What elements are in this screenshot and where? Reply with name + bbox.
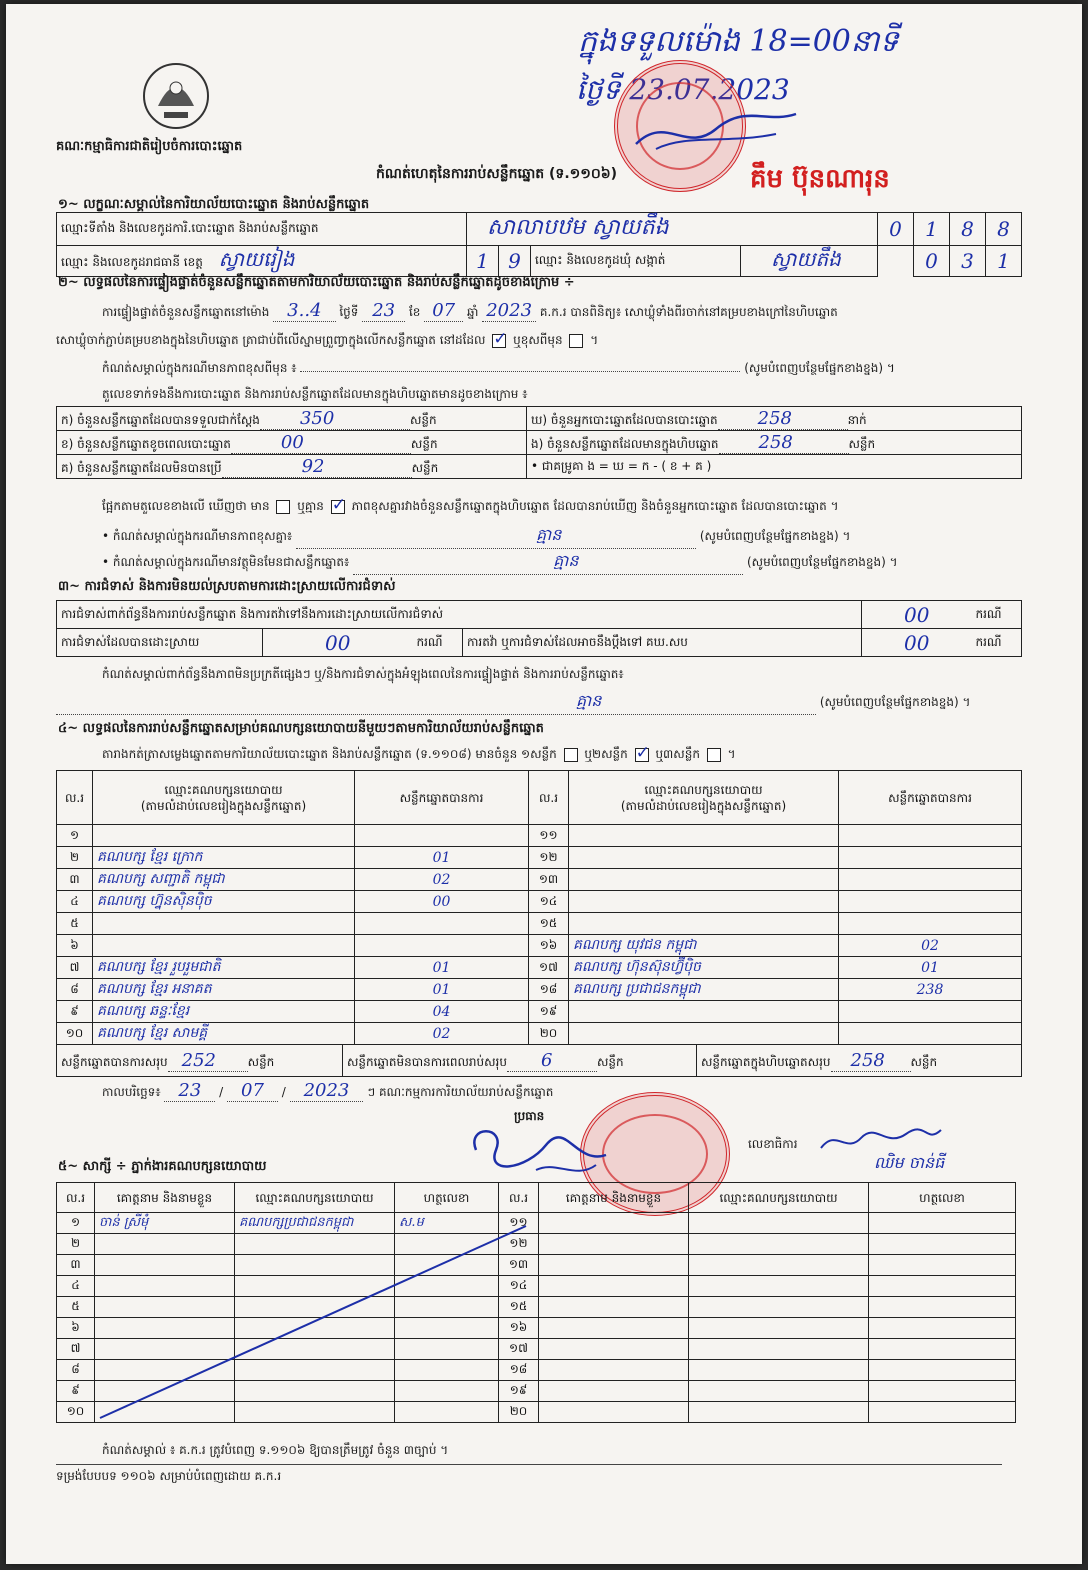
results-col-party-title: ឈ្មោះគណបក្សនយោបាយ xyxy=(164,782,283,797)
witness-no: ១៤ xyxy=(499,1276,539,1297)
result-votes: 01 xyxy=(355,847,529,869)
table-row xyxy=(57,979,1022,1001)
witness-party xyxy=(689,1318,869,1339)
province-code-2: 9 xyxy=(499,246,531,277)
objection-row2-label: ការជំទាស់ដែលបានដោះស្រាយ xyxy=(57,629,263,657)
objection-row1-label: ការជំទាស់ពាក់ព័ន្ធនឹងការរាប់សន្លឹកឆ្នោត និងការតវ៉ាទៅនឹងការដោះស្រាយលើការជំទាស់ xyxy=(57,601,862,629)
totals-table xyxy=(56,1044,1022,1077)
table-row xyxy=(57,957,1022,979)
result-party: គណបក្ស សញ្ជាតិ កម្ពុជា xyxy=(93,869,355,891)
results-table xyxy=(56,770,1022,1045)
result-party xyxy=(569,825,839,847)
result-no: ២០ xyxy=(529,1023,569,1045)
verify-year: 2023 xyxy=(482,300,536,322)
total-valid-value: 252 xyxy=(168,1050,248,1072)
result-party xyxy=(569,869,839,891)
total-box-label: សន្លឹកឆ្នោតក្នុងហិបឆ្នោតសរុប xyxy=(701,1054,831,1069)
changed-label: ឬខុសពីមុន xyxy=(513,333,563,347)
result-party: គណបក្ស ឆន្ទៈខ្មែរ xyxy=(93,1001,355,1023)
witness-name xyxy=(539,1381,689,1402)
section3-heading: ៣~ ការជំទាស់ និងការមិនយល់ស្របតាមការដោះស្រាយលើការជំទាស់ xyxy=(58,579,396,594)
witness-party xyxy=(689,1360,869,1381)
witness-no: ១៨ xyxy=(499,1360,539,1381)
witness-col-party: ឈ្មោះគណបក្សនយោបាយ xyxy=(235,1183,395,1213)
result-no: ១២ xyxy=(529,847,569,869)
result-no: ១៤ xyxy=(529,891,569,913)
result-votes xyxy=(839,869,1022,891)
date-suffix: ៗ គណៈកម្មការការិយាល័យរាប់សន្លឹកឆ្នោត xyxy=(367,1085,554,1099)
counts-intro: តួលេខទាក់ទងនឹងការបោះឆ្នោត និងការរាប់សន្លឹកឆ្នោតដែលមានក្នុងហិបឆ្នោតមានដូចខាងក្រោម ៖ xyxy=(102,387,528,401)
witness-sign xyxy=(869,1234,1016,1255)
witness-name xyxy=(539,1318,689,1339)
verify-month: 07 xyxy=(424,300,463,322)
result-no: ៧ xyxy=(57,957,93,979)
witness-name xyxy=(539,1276,689,1297)
objection-row2b-unit: ករណី xyxy=(972,629,1022,657)
witness-no: ៩ xyxy=(57,1381,95,1402)
result-votes xyxy=(839,1001,1022,1023)
witness-name xyxy=(539,1255,689,1276)
date-label: កាលបរិច្ឆេទ៖ xyxy=(102,1085,161,1099)
results-col-votes-2: សន្លឹកឆ្នោតបានការ xyxy=(839,771,1022,825)
irregularity-value: គ្មាន xyxy=(56,690,816,715)
witness-party xyxy=(689,1381,869,1402)
results-col-party-sub: (តាមលំដាប់លេខរៀងក្នុងសន្លឹកឆ្នោត) xyxy=(140,798,307,813)
result-no: ៨ xyxy=(57,979,93,1001)
witness-sign xyxy=(869,1381,1016,1402)
witness-col-no: ល.រ xyxy=(57,1183,95,1213)
count-c-label: គ) ចំនួនសន្លឹកឆ្នោតដែលមិនបានប្រើ xyxy=(61,460,222,475)
objection-row1-value: 00 xyxy=(862,601,972,629)
result-no: ១១ xyxy=(529,825,569,847)
table-row xyxy=(57,847,1022,869)
verify-line-2: សោឃ្លុំចាក់ភ្ជាប់គម្របខាងក្នុងនៃហិបឆ្នោត ត្រាជាប់ពីលើស្នាមព្រួញ្វាក្នុងលើកសន្លឹកឆ្នោត នៅដដែល ✓ ឬខុសពីមុន ។ xyxy=(56,332,598,350)
section1-table xyxy=(56,212,1022,277)
footer-divider xyxy=(56,1464,1002,1465)
count-row-d xyxy=(527,407,1022,431)
witness-sign xyxy=(869,1297,1016,1318)
org-name: គណៈកម្មាធិការជាតិរៀបចំការបោះឆ្នោត xyxy=(56,139,243,154)
date-line: កាលបរិច្ឆេទ៖ 23 / 07 / 2023 ៗ គណៈកម្មការការិយាល័យរាប់សន្លឹកឆ្នោត xyxy=(102,1080,554,1101)
commune-label: ឈ្មោះ និងលេខកូដឃុំ សង្កាត់ xyxy=(531,246,741,277)
witness-sign xyxy=(869,1255,1016,1276)
results-col-no-2: ល.រ xyxy=(529,771,569,825)
witness-col-name-2: គោត្តនាម និងនាមខ្លួន xyxy=(539,1183,689,1213)
result-party xyxy=(569,891,839,913)
objection-row1-unit: ករណី xyxy=(972,601,1022,629)
total-invalid-value: 6 xyxy=(507,1050,597,1072)
province-code-1: 1 xyxy=(467,246,499,277)
witness-party xyxy=(689,1213,869,1234)
table-row xyxy=(57,1001,1022,1023)
verify-text-c: ខែ xyxy=(408,305,421,319)
witness-sign: ស.ម xyxy=(395,1213,499,1234)
count-c-unit: សន្លឹក xyxy=(411,460,439,475)
objection-row2-value: 00 xyxy=(263,629,413,657)
witness-no: ១៣ xyxy=(499,1255,539,1276)
received-date: ថ្ងៃទី 23.07.2023 xyxy=(576,73,790,106)
verify-day: 23 xyxy=(362,300,405,322)
irregularity-note: កំណត់សម្គាល់ពាក់ព័ន្ធនឹងភាពមិនប្រក្រតីផ្សេងៗ ឬ/និងការជំទាស់ក្នុងអំឡុងពេលនៃការផ្ទៀងផ្ទាត់ និងការរាប់សន្លឹកឆ្នោត៖ xyxy=(102,667,624,681)
result-votes xyxy=(839,847,1022,869)
result-votes: 00 xyxy=(355,891,529,913)
results-col-party xyxy=(93,771,355,825)
witness-no: ១២ xyxy=(499,1234,539,1255)
results-col-party-sub-2: (តាមលំដាប់លេខរៀងក្នុងសន្លឹកឆ្នោត) xyxy=(620,798,787,813)
chair-label: ប្រធាន xyxy=(514,1109,545,1123)
bullet-1-value: គ្មាន xyxy=(296,524,696,549)
diff-note-label: កំណត់សម្គាល់ក្នុងករណីមានភាពខុសពីមុន ៖ xyxy=(102,361,297,375)
result-party: គណបក្ស ខ្មែរ សាមគ្គី xyxy=(93,1023,355,1045)
witness-no: ២០ xyxy=(499,1402,539,1423)
count-e-value: 258 xyxy=(719,432,849,454)
count-row-a xyxy=(57,407,527,431)
result-party: គណបក្ស ហ្វ៊ុនស៊ិនប៉ិច xyxy=(93,891,355,913)
results-col-no: ល.រ xyxy=(57,771,93,825)
tally-sheet-line: តារាងកត់ត្រាសម្លេងឆ្នោតតាមការិយាល័យបោះឆ្នោត និងរាប់សន្លឹកឆ្នោត (ទ.១១០៨) មានចំនួន ១សន្លឹក ឬ២សន្លឹក ✓ ឬ៣សន្លឹក ។ xyxy=(102,746,736,764)
secretary-name: ឈិម ចាន់ធី xyxy=(874,1153,945,1172)
witness-no: ៤ xyxy=(57,1276,95,1297)
witness-party xyxy=(689,1402,869,1423)
bullet-1 xyxy=(102,524,1022,549)
result-no: ១ xyxy=(57,825,93,847)
section4-heading: ៤~ លទ្ធផលនៃការរាប់សន្លឹកឆ្នោតសម្រាប់គណបក្សនយោបាយនីមួយៗតាមការិយាល័យរាប់សន្លឹកឆ្នោត xyxy=(58,721,544,736)
witness-no: ១០ xyxy=(57,1402,95,1423)
result-party xyxy=(93,935,355,957)
diff-note-hint: (សូមបំពេញបន្ថែមផ្នែកខាងខ្នង) ។ xyxy=(744,361,895,375)
table-row xyxy=(57,891,1022,913)
diff-note-line xyxy=(102,360,1022,378)
result-votes xyxy=(355,913,529,935)
bullet-2 xyxy=(102,550,1022,575)
table-row xyxy=(57,935,1022,957)
result-party xyxy=(93,913,355,935)
witness-no: ១៩ xyxy=(499,1381,539,1402)
witness-col-sign: ហត្ថលេខា xyxy=(395,1183,499,1213)
result-votes: 02 xyxy=(839,935,1022,957)
count-a-label: ក) ចំនួនសន្លឹកឆ្នោតដែលបានទទួលជាក់ស្តែង xyxy=(61,412,260,427)
signature-top xyxy=(626,104,806,164)
verify-time: 3..4 xyxy=(273,300,335,322)
province-label-text: ឈ្មោះ និងលេខកូដរាជធានី ខេត្ត xyxy=(61,255,203,269)
result-no: ១៦ xyxy=(529,935,569,957)
total-invalid-label: សន្លឹកឆ្នោតមិនបានការពេលរាប់សរុប xyxy=(347,1054,507,1069)
commune-code-2: 3 xyxy=(950,246,986,277)
result-votes xyxy=(355,935,529,957)
result-party xyxy=(93,825,355,847)
witness-no: ១ xyxy=(57,1213,95,1234)
result-no: ៥ xyxy=(57,913,93,935)
result-no: ៩ xyxy=(57,1001,93,1023)
result-votes xyxy=(839,825,1022,847)
verify-text-b: ថ្ងៃទី xyxy=(339,305,359,319)
diff-note-field[interactable] xyxy=(300,371,740,372)
count-row-b xyxy=(57,431,527,455)
discrepancy-text-c: ភាពខុសគ្នារវាងចំនួនសន្លឹកឆ្នោតក្នុងហិបឆ្នោត ដែលបានរាប់ឃើញ និងចំនួនអ្នកបោះឆ្នោត ដែលបានបោះឆ្នោត ។ xyxy=(351,499,839,513)
verify-line2-text: សោឃ្លុំចាក់ភ្ជាប់គម្របខាងក្នុងនៃហិបឆ្នោត ត្រាជាប់ពីលើស្នាមព្រួញ្វាក្នុងលើកសន្លឹកឆ្នោត នៅដដែល xyxy=(56,333,486,347)
total-invalid-unit: សន្លឹក xyxy=(596,1054,624,1069)
result-votes: 01 xyxy=(355,957,529,979)
irregularity-line xyxy=(56,690,1022,715)
counts-table xyxy=(56,406,1022,479)
two-sheet-label: ឬ២សន្លឹក xyxy=(584,747,628,761)
witness-name xyxy=(539,1297,689,1318)
witness-name xyxy=(539,1339,689,1360)
witness-no: ៥ xyxy=(57,1297,95,1318)
province-value: ស្វាយរៀង xyxy=(218,247,295,271)
witness-name xyxy=(539,1360,689,1381)
count-b-label: ខ) ចំនួនសន្លឹកឆ្នោតខូចពេលបោះឆ្នោត xyxy=(61,436,231,451)
result-no: ១៧ xyxy=(529,957,569,979)
results-col-party-title-2: ឈ្មោះគណបក្សនយោបាយ xyxy=(644,782,763,797)
three-sheet-checkbox[interactable] xyxy=(707,748,721,762)
count-b-value: 00 xyxy=(231,432,411,454)
bullet-2-hint: (សូមបំពេញបន្ថែមផ្នែកខាងខ្នង) ។ xyxy=(746,555,898,569)
result-party xyxy=(569,847,839,869)
objections-table xyxy=(56,600,1022,657)
witness-no: ៨ xyxy=(57,1360,95,1381)
result-no: ៣ xyxy=(57,869,93,891)
witness-name xyxy=(539,1402,689,1423)
count-a-unit: សន្លឹក xyxy=(409,412,437,427)
table-row xyxy=(57,913,1022,935)
result-votes: 01 xyxy=(355,979,529,1001)
bullet-1-label: • កំណត់សម្គាល់ក្នុងករណីមានភាពខុសគ្នា៖ xyxy=(102,529,293,543)
witness-col-party-2: ឈ្មោះគណបក្សនយោបាយ xyxy=(689,1183,869,1213)
bullet-2-value: គ្មាន xyxy=(353,550,743,575)
tally-intro: តារាងកត់ត្រាសម្លេងឆ្នោតតាមការិយាល័យបោះឆ្នោត និងរាប់សន្លឹកឆ្នោត (ទ.១១០៨) មានចំនួន ១សន្លឹក xyxy=(102,747,557,761)
irregularity-hint: (សូមបំពេញបន្ថែមផ្នែកខាងខ្នង) ។ xyxy=(819,695,971,709)
witness-no: ១៦ xyxy=(499,1318,539,1339)
result-no: ៤ xyxy=(57,891,93,913)
footer-note: កំណត់សម្គាល់ ៖ គ.ក.រ ត្រូវបំពេញ ទ.១១០៦ ឱ្យបានត្រឹមត្រូវ ចំនួន ៣ច្បាប់ ។ xyxy=(102,1443,449,1457)
result-party: គណបក្ស ខ្មែរ អនាគត xyxy=(93,979,355,1001)
witness-sign xyxy=(869,1276,1016,1297)
result-party: គណបក្ស ខ្មែរ រួបរួមជាតិ xyxy=(93,957,355,979)
count-formula: • ជាគម្រូគា ង = ឃ = ក - ( ខ + គ ) xyxy=(527,455,1022,479)
result-party: គណបក្ស ហ៊ុនស៊ុនហ្វ៊ីប៉ិច xyxy=(569,957,839,979)
date-month: 07 xyxy=(227,1080,278,1102)
discrepancy-text-a: ផ្អែកតាមតួលេខខាងលើ ឃើញថា មាន xyxy=(102,499,270,513)
table-row xyxy=(57,1023,1022,1045)
section2-heading: ២~ លទ្ធផលនៃការផ្ទៀងផ្ទាត់ចំនួនសន្លឹកឆ្នោតតាមការិយាល័យបោះឆ្នោត និងរាប់សន្លឹកឆ្នោតដូចខាងក្រោម ÷ xyxy=(58,275,575,290)
bullet-2-label: • កំណត់សម្គាល់ក្នុងករណីមានវត្ថុមិនមែនជាសន្លឹកឆ្នោត៖ xyxy=(102,555,350,569)
discrepancy-line xyxy=(102,498,839,516)
verify-text-d: ឆ្នាំ xyxy=(466,305,479,319)
signer-name: គឹម ប៊ុនណារុន xyxy=(750,164,890,194)
count-a-value: 350 xyxy=(260,408,410,430)
count-e-unit: សន្លឹក xyxy=(848,436,876,451)
witness-name xyxy=(539,1213,689,1234)
witness-party xyxy=(689,1297,869,1318)
result-votes xyxy=(839,1023,1022,1045)
witness-no: ៣ xyxy=(57,1255,95,1276)
commune-code-1: 0 xyxy=(914,246,950,277)
count-row-e xyxy=(527,431,1022,455)
witness-name xyxy=(539,1234,689,1255)
total-invalid xyxy=(343,1045,697,1077)
count-e-label: ង) ចំនួនសន្លឹកឆ្នោតដែលមានក្នុងហិបឆ្នោត xyxy=(531,436,719,451)
witness-sign xyxy=(869,1213,1016,1234)
total-box xyxy=(697,1045,1022,1077)
discrepancy-text-b: ឬគ្មាន xyxy=(297,499,324,513)
location-code-3: 8 xyxy=(950,213,986,246)
witness-col-sign-2: ហត្ថលេខា xyxy=(869,1183,1016,1213)
result-no: ៦ xyxy=(57,935,93,957)
total-box-value: 258 xyxy=(831,1050,911,1072)
witness-col-no-2: ល.រ xyxy=(499,1183,539,1213)
result-party: គណបក្ស ខ្មែរ ក្រោក xyxy=(93,847,355,869)
witness-sign xyxy=(869,1402,1016,1423)
witness-col-name: គោត្តនាម និងនាមខ្លួន xyxy=(95,1183,235,1213)
total-valid xyxy=(57,1045,343,1077)
has-discrepancy-checkbox[interactable] xyxy=(276,500,290,514)
count-d-unit: នាក់ xyxy=(847,412,867,427)
received-note: ក្នុងទទួលម៉ោង 18=00នាទី xyxy=(578,24,899,59)
no-discrepancy-checkbox[interactable] xyxy=(331,500,345,514)
verify-line-1 xyxy=(102,300,838,322)
province-label xyxy=(57,246,467,277)
total-box-unit: សន្លឹក xyxy=(910,1054,938,1069)
table-row xyxy=(57,869,1022,891)
two-sheet-checkbox[interactable] xyxy=(635,748,649,762)
result-no: ១៨ xyxy=(529,979,569,1001)
witness-party: គណបក្សប្រជាជនកម្ពុជា xyxy=(235,1213,395,1234)
result-party xyxy=(569,1001,839,1023)
witness-no: ១៥ xyxy=(499,1297,539,1318)
strike-through-line xyxy=(96,1222,536,1422)
objection-row2b-value: 00 xyxy=(862,629,972,657)
total-valid-label: សន្លឹកឆ្នោតបានការសរុប xyxy=(61,1054,168,1069)
commune-value: ស្វាយតឹង xyxy=(741,246,878,277)
result-votes: 04 xyxy=(355,1001,529,1023)
witness-no: ៧ xyxy=(57,1339,95,1360)
result-votes: 02 xyxy=(355,1023,529,1045)
section1-heading: ១~ លក្ខណៈសម្គាល់នៃការិយាល័យបោះឆ្នោត និងរាប់សន្លឹកឆ្នោត xyxy=(58,197,370,212)
witness-sign xyxy=(869,1318,1016,1339)
result-party xyxy=(569,913,839,935)
table-row xyxy=(57,825,1022,847)
date-year: 2023 xyxy=(290,1080,364,1102)
location-code-4: 8 xyxy=(986,213,1022,246)
result-no: ២ xyxy=(57,847,93,869)
witness-name: ចាន់ ស្រីមុំ xyxy=(95,1213,235,1234)
result-votes: 02 xyxy=(355,869,529,891)
result-party: គណបក្ស យុវជន កម្ពុជា xyxy=(569,935,839,957)
result-no: ១០ xyxy=(57,1023,93,1045)
document-page xyxy=(6,4,1082,1564)
three-sheet-label: ឬ៣សន្លឹក xyxy=(655,747,700,761)
verify-text-a: ការផ្ទៀងផ្ទាត់ចំនួនសន្លឹកឆ្នោតនៅម៉ោង xyxy=(102,305,270,319)
document-title: កំណត់ហេតុនៃការរាប់សន្លឹកឆ្នោត (ទ.១១០៦) xyxy=(376,166,618,182)
location-value: សាលាបឋម ស្វាយតឹង xyxy=(467,213,878,246)
verify-text-e: គ.ក.រ បានពិនិត្យ៖ សោឃ្លុំទាំងពីរចាក់នៅគម្របខាងក្រៅនៃហិបឆ្នោត xyxy=(539,305,838,319)
witness-no: ១៧ xyxy=(499,1339,539,1360)
witness-no: ២ xyxy=(57,1234,95,1255)
objection-row2b-label: ការតវ៉ា ឬការជំទាស់ដែលអាចនឹងប្ដឹងទៅ គឃ.សប xyxy=(463,629,862,657)
count-b-unit: សន្លឹក xyxy=(410,436,438,451)
witness-no: ៦ xyxy=(57,1318,95,1339)
same-checkbox[interactable] xyxy=(492,334,506,348)
result-no: ១៩ xyxy=(529,1001,569,1023)
location-label: ឈ្មោះទីតាំង និងលេខកូដការិ.បោះឆ្នោត និងរាប់សន្លឹកឆ្នោត xyxy=(57,213,467,246)
witness-sign xyxy=(869,1339,1016,1360)
count-row-c xyxy=(57,455,527,479)
witness-no: ១១ xyxy=(499,1213,539,1234)
count-d-value: 258 xyxy=(718,408,848,430)
total-valid-unit: សន្លឹក xyxy=(247,1054,275,1069)
result-votes: 01 xyxy=(839,957,1022,979)
result-votes xyxy=(839,913,1022,935)
location-code-1: 0 xyxy=(878,213,914,246)
one-sheet-checkbox[interactable] xyxy=(564,748,578,762)
count-c-value: 92 xyxy=(222,456,412,478)
results-col-votes: សន្លឹកឆ្នោតបានការ xyxy=(355,771,529,825)
location-code-2: 1 xyxy=(914,213,950,246)
results-col-party-2 xyxy=(569,771,839,825)
witness-party xyxy=(689,1255,869,1276)
objection-row2-unit: ករណី xyxy=(413,629,463,657)
result-votes: 238 xyxy=(839,979,1022,1001)
result-no: ១៥ xyxy=(529,913,569,935)
chair-signature xyxy=(456,1120,626,1190)
witness-party xyxy=(689,1234,869,1255)
secretary-label: លេខាធិការ xyxy=(748,1137,798,1151)
result-votes xyxy=(839,891,1022,913)
bullet-1-hint: (សូមបំពេញបន្ថែមផ្នែកខាងខ្នង) ។ xyxy=(699,529,851,543)
nec-emblem-icon xyxy=(136,56,216,136)
result-no: ១៣ xyxy=(529,869,569,891)
commune-code-3: 1 xyxy=(986,246,1022,277)
witness-party xyxy=(689,1339,869,1360)
result-party: គណបក្ស ប្រជាជនកម្ពុជា xyxy=(569,979,839,1001)
witness-party xyxy=(689,1276,869,1297)
section5-heading: ៥~ សាក្សី ÷ ភ្នាក់ងារគណបក្សនយោបាយ xyxy=(58,1159,267,1174)
result-votes xyxy=(355,825,529,847)
changed-checkbox[interactable] xyxy=(569,334,583,348)
footer-form-ref: ទម្រង់បែបបទ ១១០៦ សម្រាប់បំពេញដោយ គ.ក.រ xyxy=(56,1469,282,1483)
result-party xyxy=(569,1023,839,1045)
count-d-label: ឃ) ចំនួនអ្នកបោះឆ្នោតដែលបានបោះឆ្នោត xyxy=(531,412,718,427)
witness-sign xyxy=(869,1360,1016,1381)
date-day: 23 xyxy=(164,1080,215,1102)
